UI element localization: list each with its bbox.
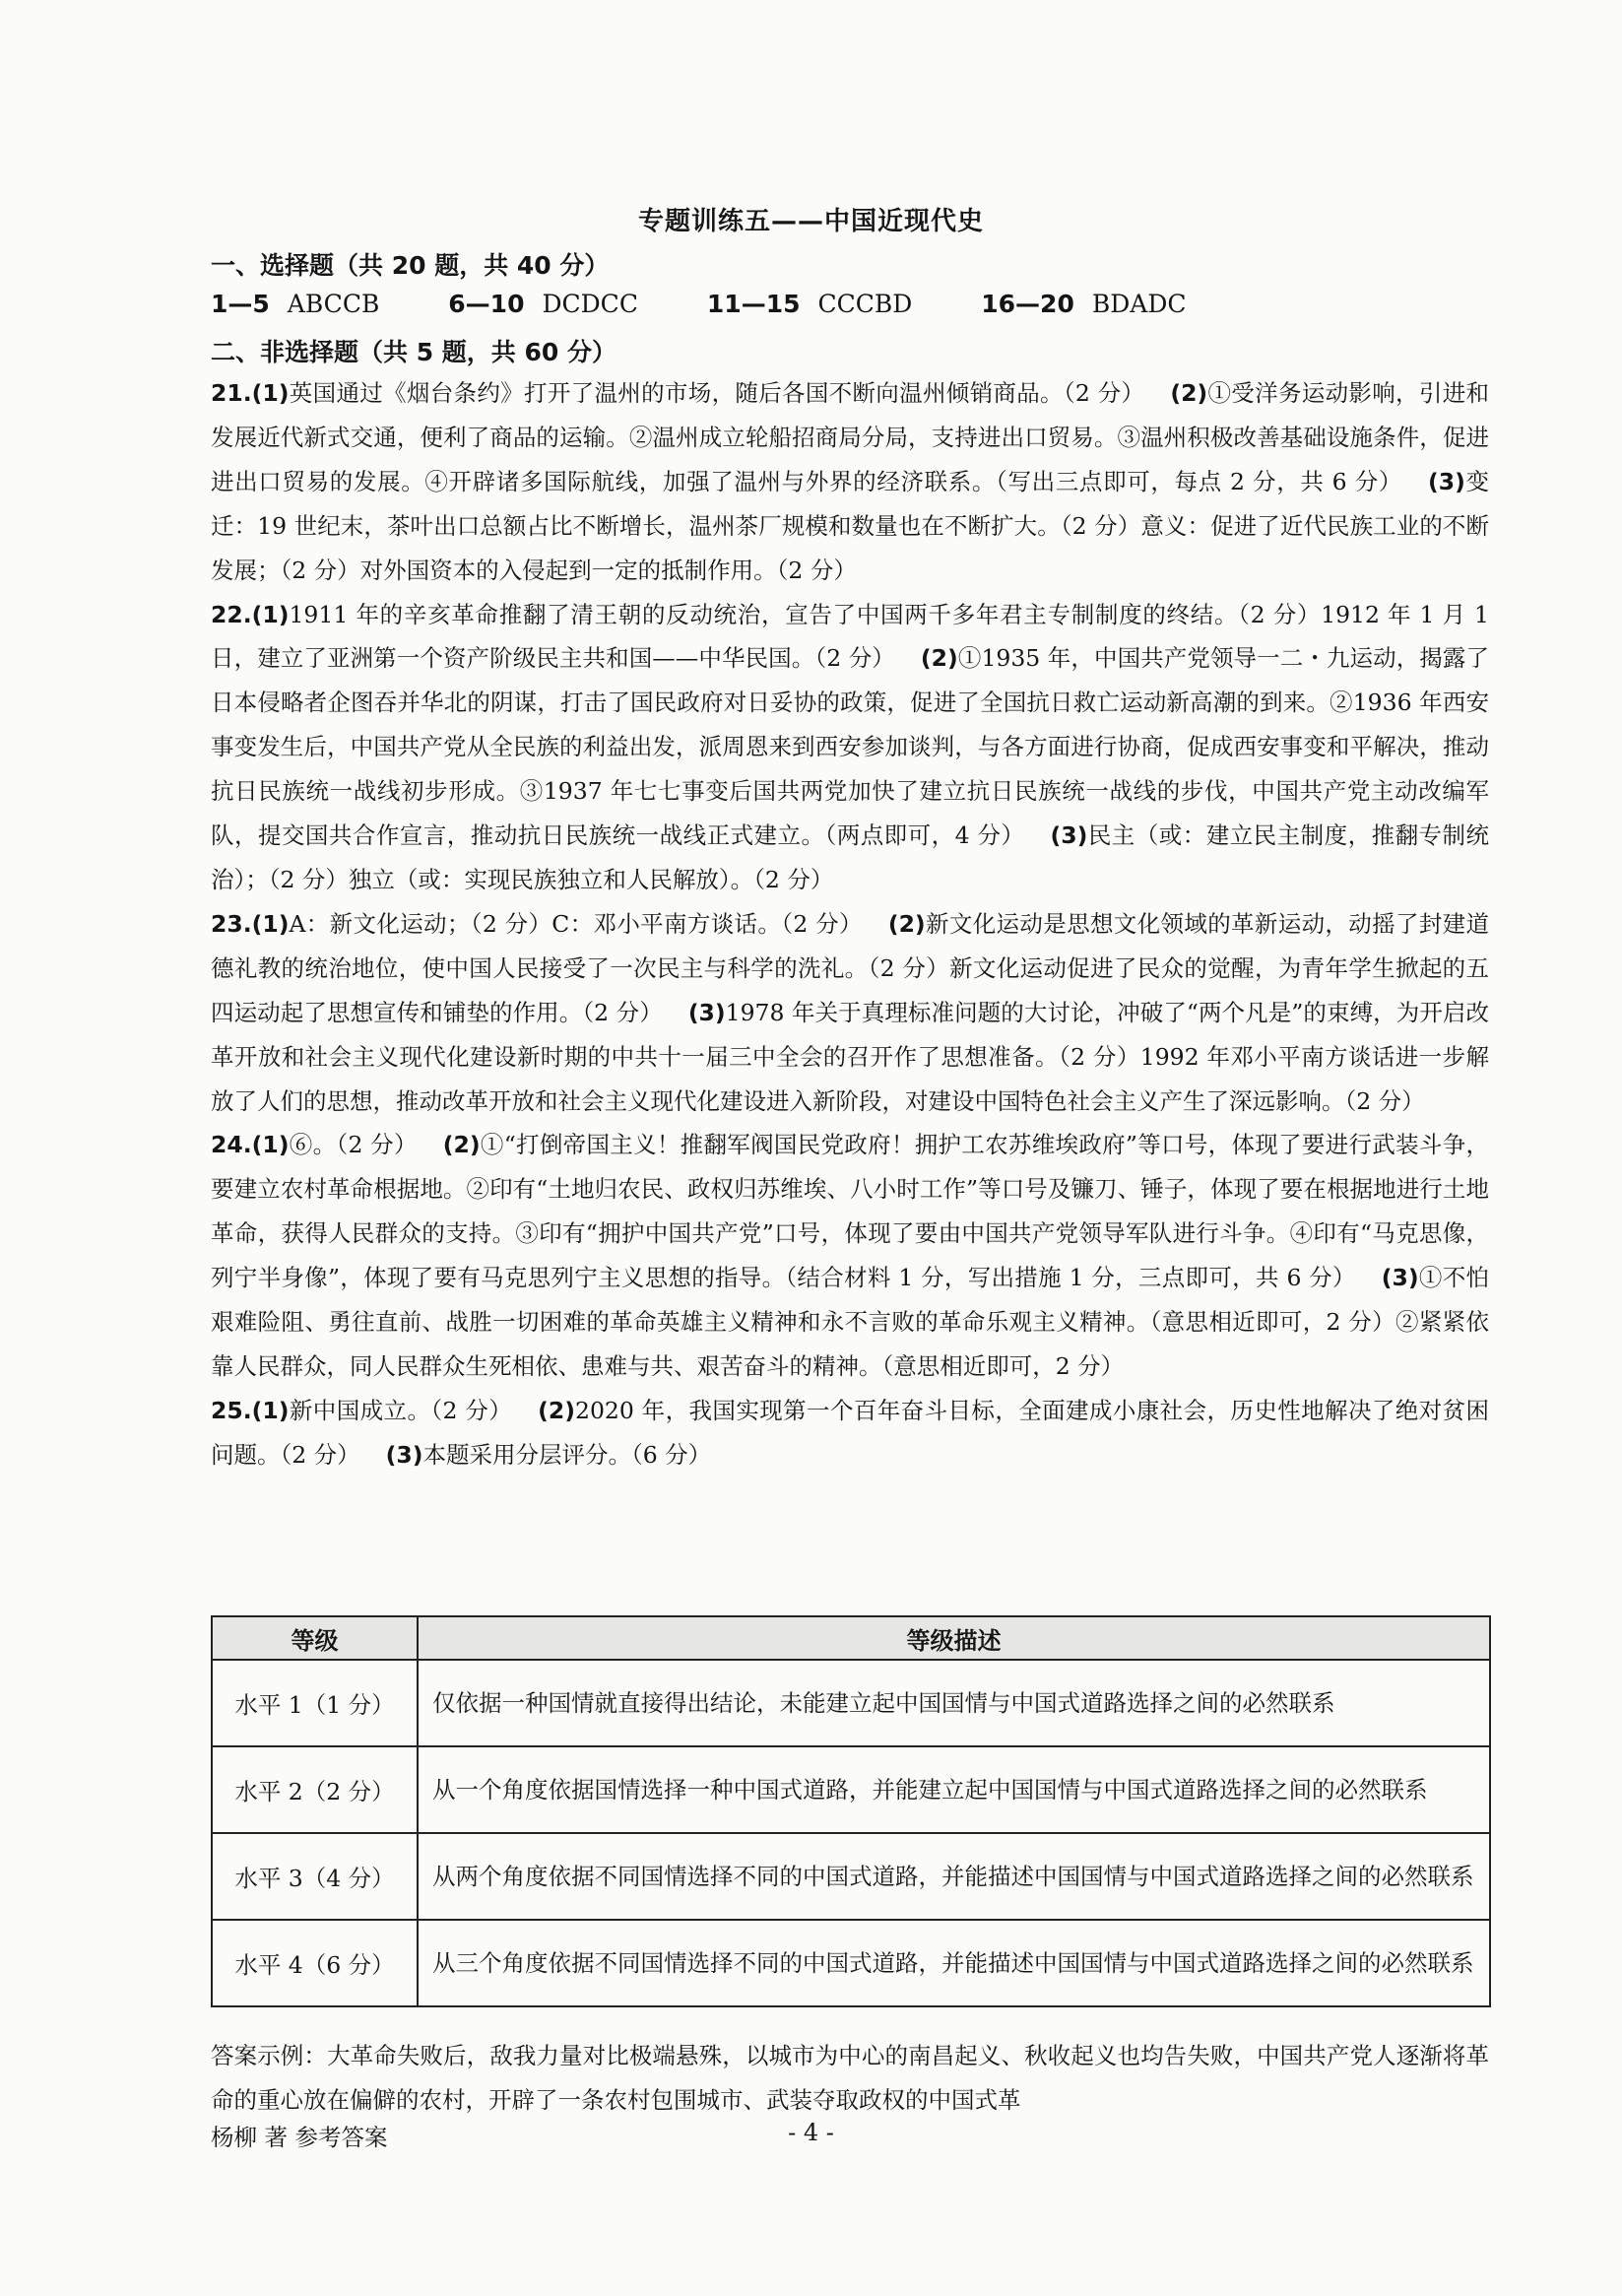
- part-label: (3): [687, 998, 726, 1026]
- part-text: ①不怕艰难险阻、勇往直前、战胜一切困难的革命英雄主义精神和永不言败的革命乐观主义精神。（意思相近即可，2 分）②紧紧依靠人民群众，同人民群众生死相依、患难与共、艰苦奋斗的精神。（意思相近即可，2 分）: [211, 1264, 1490, 1380]
- part-label: (3): [1050, 821, 1088, 850]
- section-heading-non-choice: 二、非选择题（共 5 题，共 60 分）: [211, 338, 617, 366]
- page-number: - 4 -: [788, 2119, 834, 2146]
- part-label: (2): [920, 644, 958, 673]
- table-row: [212, 1660, 1490, 1746]
- part-text: ①“打倒帝国主义！推翻军阀国民党政府！拥护工农苏维埃政府”等口号，体现了要进行武装斗争，要建立农村革命根据地。②印有“土地归农民、政权归苏维埃、八小时工作”等口号及镰刀、锤子，体现了要在根据地进行土地革命，获得人民群众的支持。③印有“拥护中国共产党”口号，体现了要由中国共产党领导军队进行斗争。④印有“马克思像，列宁半身像”，体现了要有马克思列宁主义思想的指导。（结合材料 1 分，写出措施 1 分，三点即可，共 6 分）: [211, 1131, 1489, 1292]
- question-number: 21.: [211, 379, 252, 407]
- question-number: 25.: [211, 1396, 252, 1424]
- grade-description: 从两个角度依据不同国情选择不同的中国式道路，并能描述中国国情与中国式道路选择之间的必然联系: [418, 1833, 1490, 1920]
- answer-range: 11—15: [706, 290, 801, 318]
- question-21: [211, 371, 1489, 593]
- table-row: [212, 1833, 1490, 1920]
- part-label: (2): [1170, 379, 1208, 407]
- part-text: 英国通过《烟台条约》打开了温州的市场，随后各国不断向温州倾销商品。（2 分）: [289, 379, 1145, 407]
- part-text: 新文化运动是思想文化领域的革新运动，动摇了封建道德礼教的统治地位，使中国人民接受了一次民主与科学的洗礼。（2 分）新文化运动促进了民众的觉醒，为青年学生掀起的五四运动起了思想宣传和铺垫的作用。（2 分）: [211, 909, 1490, 1026]
- part-label: (2): [442, 1131, 481, 1159]
- part-text: 民主（或：建立民主制度，推翻专制统治）；（2 分）独立（或：实现民族独立和人民解放）。（2 分）: [211, 821, 1490, 893]
- grade-description: 仅依据一种国情就直接得出结论，未能建立起中国国情与中国式道路选择之间的必然联系: [418, 1660, 1490, 1746]
- part-label: (1): [251, 600, 290, 628]
- answer-letters: BDADC: [1091, 290, 1187, 318]
- grade-level: 水平 3（4 分）: [212, 1833, 418, 1920]
- question-number: 24.: [211, 1131, 252, 1159]
- question-24: [211, 1123, 1489, 1388]
- question-number: 22.: [211, 600, 252, 628]
- part-text: 本题采用分层评分。（6 分）: [422, 1440, 712, 1469]
- part-label: (1): [251, 909, 290, 938]
- answer-range: 16—20: [981, 290, 1074, 318]
- grade-level: 水平 4（6 分）: [212, 1920, 418, 2006]
- part-text: 新中国成立。（2 分）: [289, 1396, 513, 1424]
- part-text: ①受洋务运动影响，引进和发展近代新式交通，便利了商品的运输。②温州成立轮船招商局分局，支持进出口贸易。③温州积极改善基础设施条件，促进进出口贸易的发展。④开辟诸多国际航线，加强了温州与外界的经济联系。（写出三点即可，每点 2 分，共 6 分）: [211, 379, 1490, 495]
- answer-body: [211, 371, 1489, 1477]
- part-text: 2020 年，我国实现第一个百年奋斗目标，全面建成小康社会，历史性地解决了绝对贫困问题。（2 分）: [211, 1396, 1489, 1469]
- footer-credit: 杨柳 著 参考答案: [211, 2124, 388, 2151]
- table-header-row: [212, 1616, 1490, 1660]
- answer-group: [448, 290, 638, 318]
- section-heading-multiple-choice: 一、选择题（共 20 题，共 40 分）: [211, 251, 610, 280]
- part-label: (1): [251, 1131, 290, 1159]
- answer-example-text: 答案示例：大革命失败后，敌我力量对比极端悬殊，以城市为中心的南昌起义、秋收起义也均告失败，中国共产党人逐渐将革命的重心放在偏僻的农村，开辟了一条农村包围城市、武装夺取政权的中国式革: [211, 2042, 1489, 2114]
- grade-level: 水平 1（1 分）: [212, 1660, 418, 1746]
- column-header-level: 等级: [212, 1616, 418, 1660]
- question-number: 23.: [211, 909, 252, 938]
- column-header-description: 等级描述: [418, 1616, 1490, 1660]
- answer-group: [211, 290, 379, 318]
- answer-letters: ABCCB: [287, 290, 380, 318]
- multiple-choice-answers: [211, 290, 1491, 318]
- answer-range: 1—5: [211, 290, 270, 318]
- part-label: (1): [251, 1396, 290, 1424]
- grade-table: [211, 1615, 1491, 2007]
- answer-group: [707, 290, 912, 318]
- part-label: (3): [1428, 467, 1465, 495]
- table-row: [212, 1920, 1490, 2006]
- answer-range: 6—10: [448, 290, 525, 318]
- page-title: 专题训练五——中国近现代史: [637, 207, 984, 236]
- part-label: (3): [1381, 1264, 1419, 1292]
- part-label: (2): [887, 909, 926, 938]
- part-text: A：新文化运动；（2 分）C：邓小平南方谈话。（2 分）: [289, 909, 863, 938]
- part-text: 变迁：19 世纪末，茶叶出口总额占比不断增长，温州茶厂规模和数量也在不断扩大。（2 分）意义：促进了近代民族工业的不断发展；（2 分）对外国资本的入侵起到一定的抵制作用。（2 分）: [211, 467, 1490, 584]
- table-row: [212, 1746, 1490, 1833]
- grade-level: 水平 2（2 分）: [212, 1746, 418, 1833]
- part-text: 1911 年的辛亥革命推翻了清王朝的反动统治，宣告了中国两千多年君主专制制度的终结。（2 分）1912 年 1 月 1 日，建立了亚洲第一个资产阶级民主共和国——中华民国。（2 分）: [211, 600, 1489, 673]
- grade-description: 从一个角度依据国情选择一种中国式道路，并能建立起中国国情与中国式道路选择之间的必然联系: [418, 1746, 1490, 1833]
- answer-group: [981, 290, 1186, 318]
- answer-example: [211, 2034, 1489, 2123]
- answer-letters: CCCBD: [817, 290, 913, 318]
- part-text: ⑥。（2 分）: [289, 1131, 418, 1159]
- question-25: [211, 1389, 1489, 1477]
- part-label: (2): [538, 1396, 575, 1424]
- part-label: (3): [385, 1440, 423, 1469]
- question-22: [211, 593, 1489, 902]
- part-text: ①1935 年，中国共产党领导一二・九运动，揭露了日本侵略者企图吞并华北的阴谋，打击了国民政府对日妥协的政策，促进了全国抗日救亡运动新高潮的到来。②1936 年西安事变发生后，中国共产党从全民族的利益出发，派周恩来到西安参加谈判，与各方面进行协商，促成西安事变和平解决，推动抗日民族统一战线初步形成。③1937 年七七事变后国共两党加快了建立抗日民族统一战线的步伐，中国共产党主动改编军队，提交国共合作宣言，推动抗日民族统一战线正式建立。（两点即可，4 分）: [211, 644, 1490, 850]
- part-label: (1): [251, 379, 290, 407]
- answer-letters: DCDCC: [542, 290, 638, 318]
- question-23: [211, 902, 1489, 1124]
- part-text: 1978 年关于真理标准问题的大讨论，冲破了“两个凡是”的束缚，为开启改革开放和社会主义现代化建设新时期的中共十一届三中全会的召开作了思想准备。（2 分）1992 年邓小平南方谈话进一步解放了人们的思想，推动改革开放和社会主义现代化建设进入新阶段，对建设中国特色社会主义产生了深远影响。（2 分）: [211, 998, 1489, 1115]
- grade-description: 从三个角度依据不同国情选择不同的中国式道路，并能描述中国国情与中国式道路选择之间的必然联系: [418, 1920, 1490, 2006]
